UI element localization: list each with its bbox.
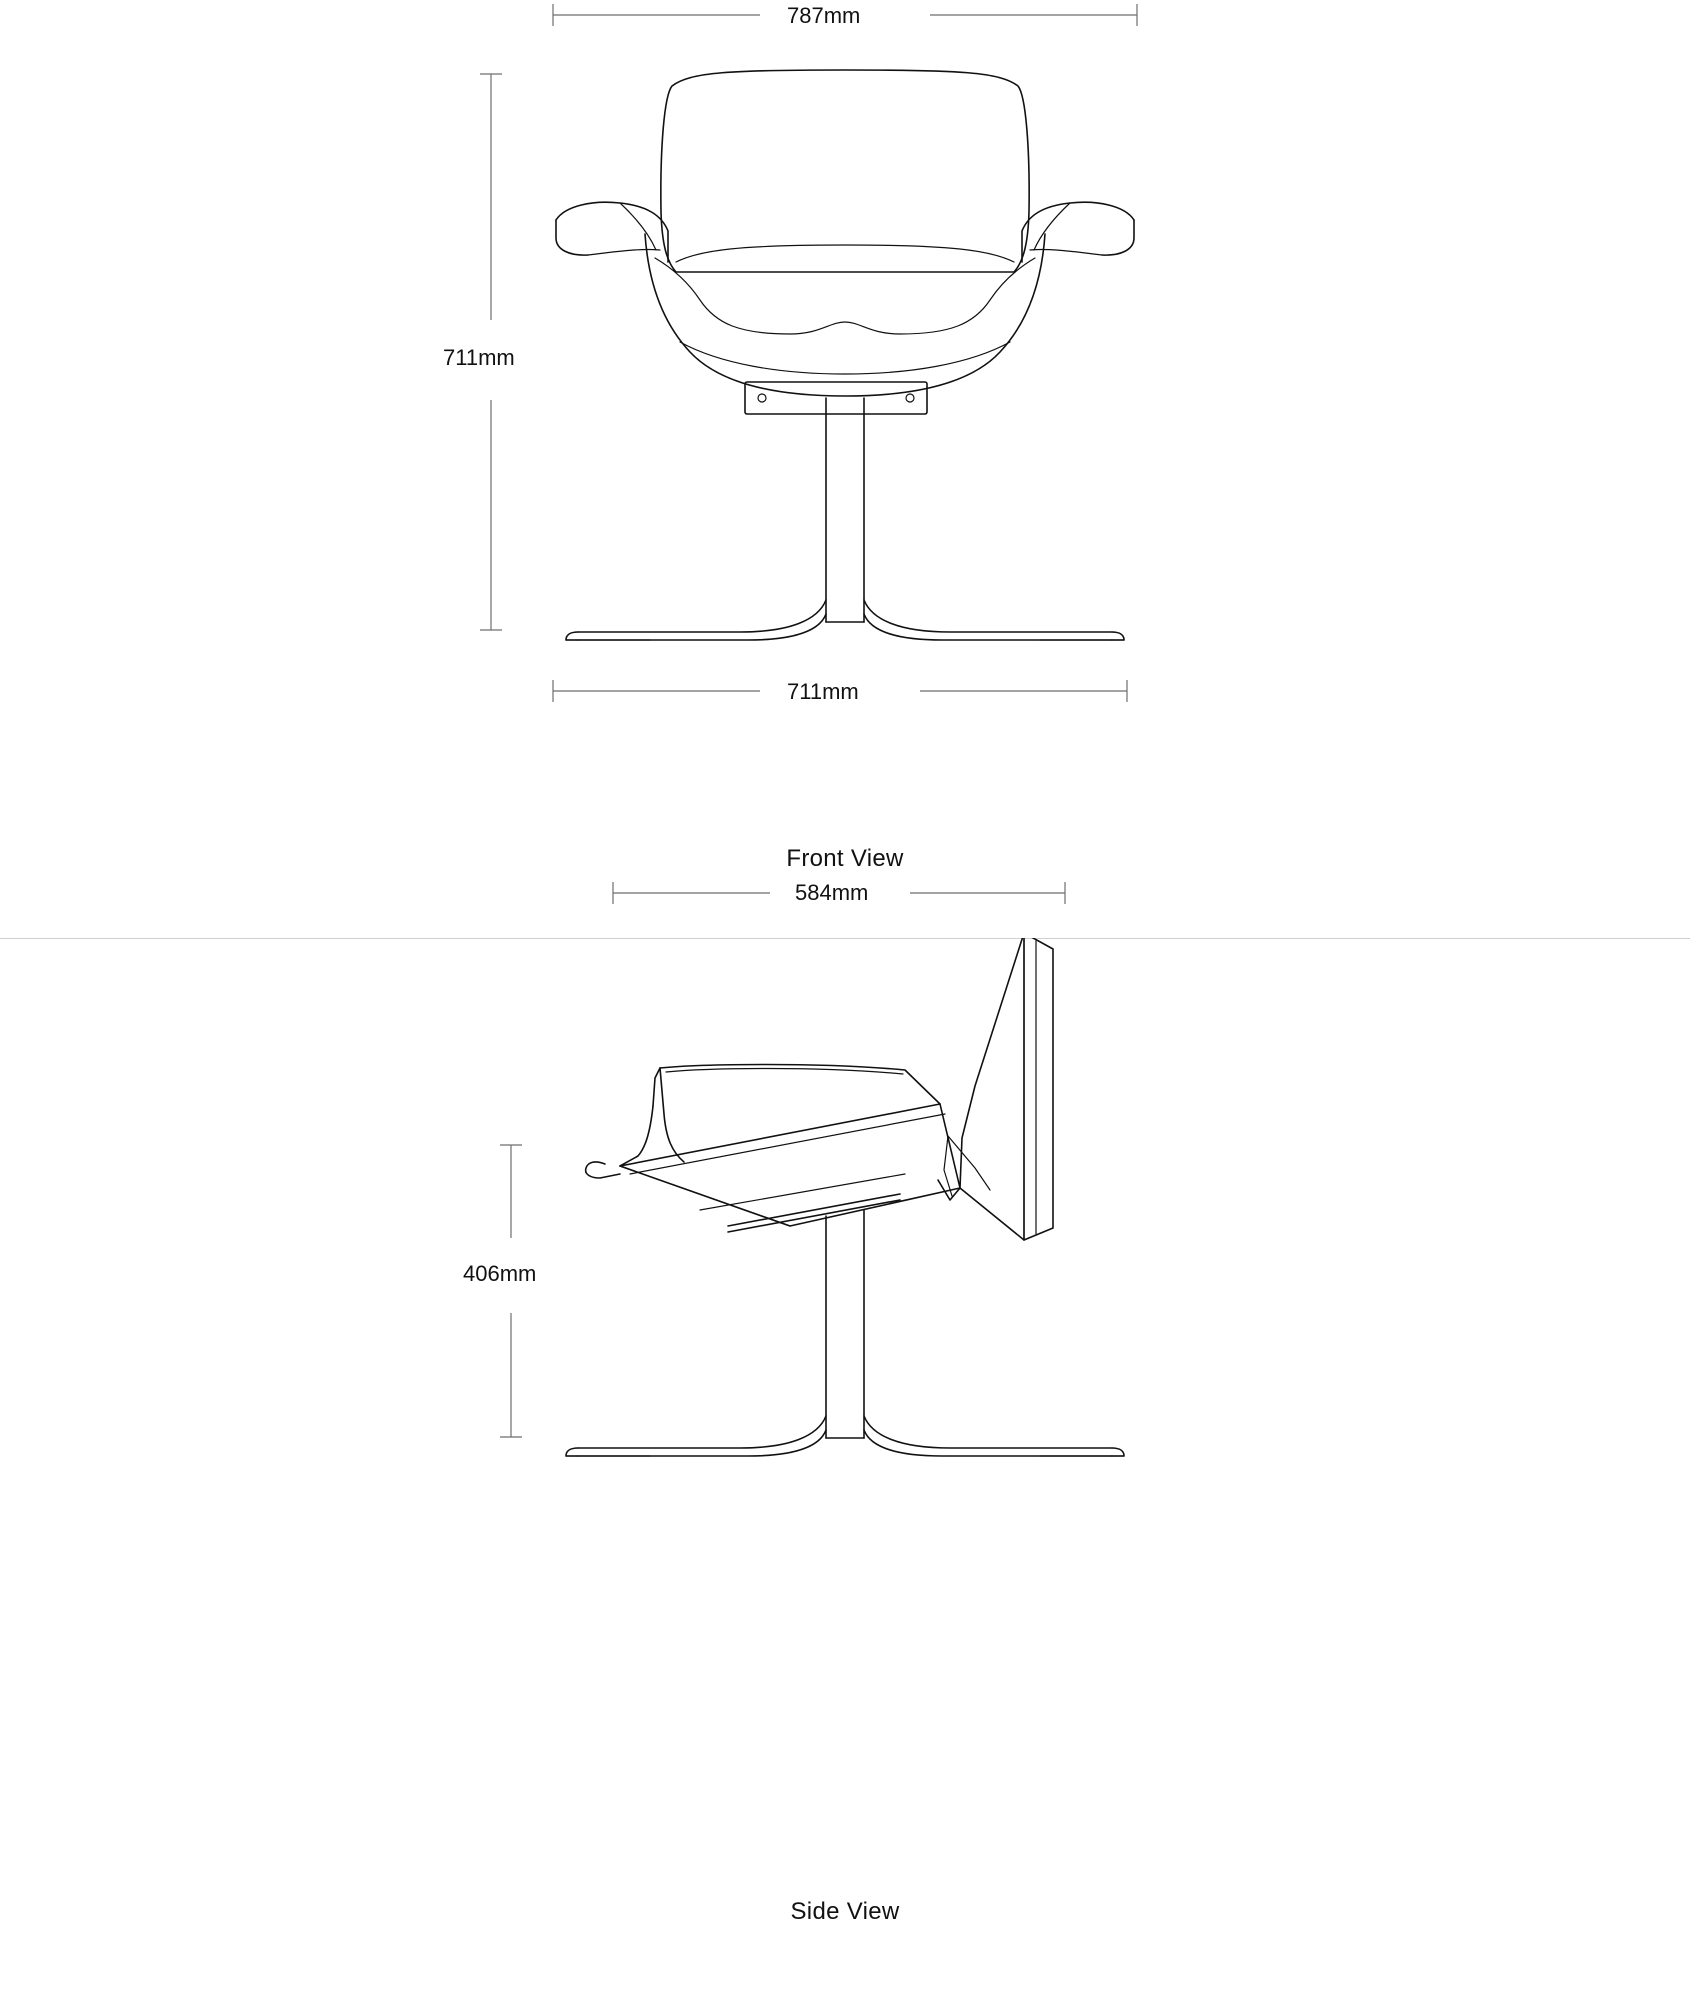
front-view-drawing <box>0 0 1690 938</box>
front-height-label: 711mm <box>443 345 515 370</box>
chair-front-geometry <box>556 70 1134 640</box>
chair-side-geometry <box>566 938 1124 1456</box>
front-view-panel <box>0 0 1690 938</box>
side-view-panel <box>0 880 1690 1996</box>
front-base-width-label: 711mm <box>787 679 859 704</box>
front-width-label: 787mm <box>787 3 861 28</box>
side-depth-label: 584mm <box>795 880 869 905</box>
side-view-chair <box>0 938 1690 1996</box>
side-seat-height-dimension <box>500 1145 522 1437</box>
side-seat-height-label: 406mm <box>463 1261 537 1286</box>
front-view-caption: Front View <box>786 845 904 872</box>
side-view-caption: Side View <box>790 1898 900 1925</box>
